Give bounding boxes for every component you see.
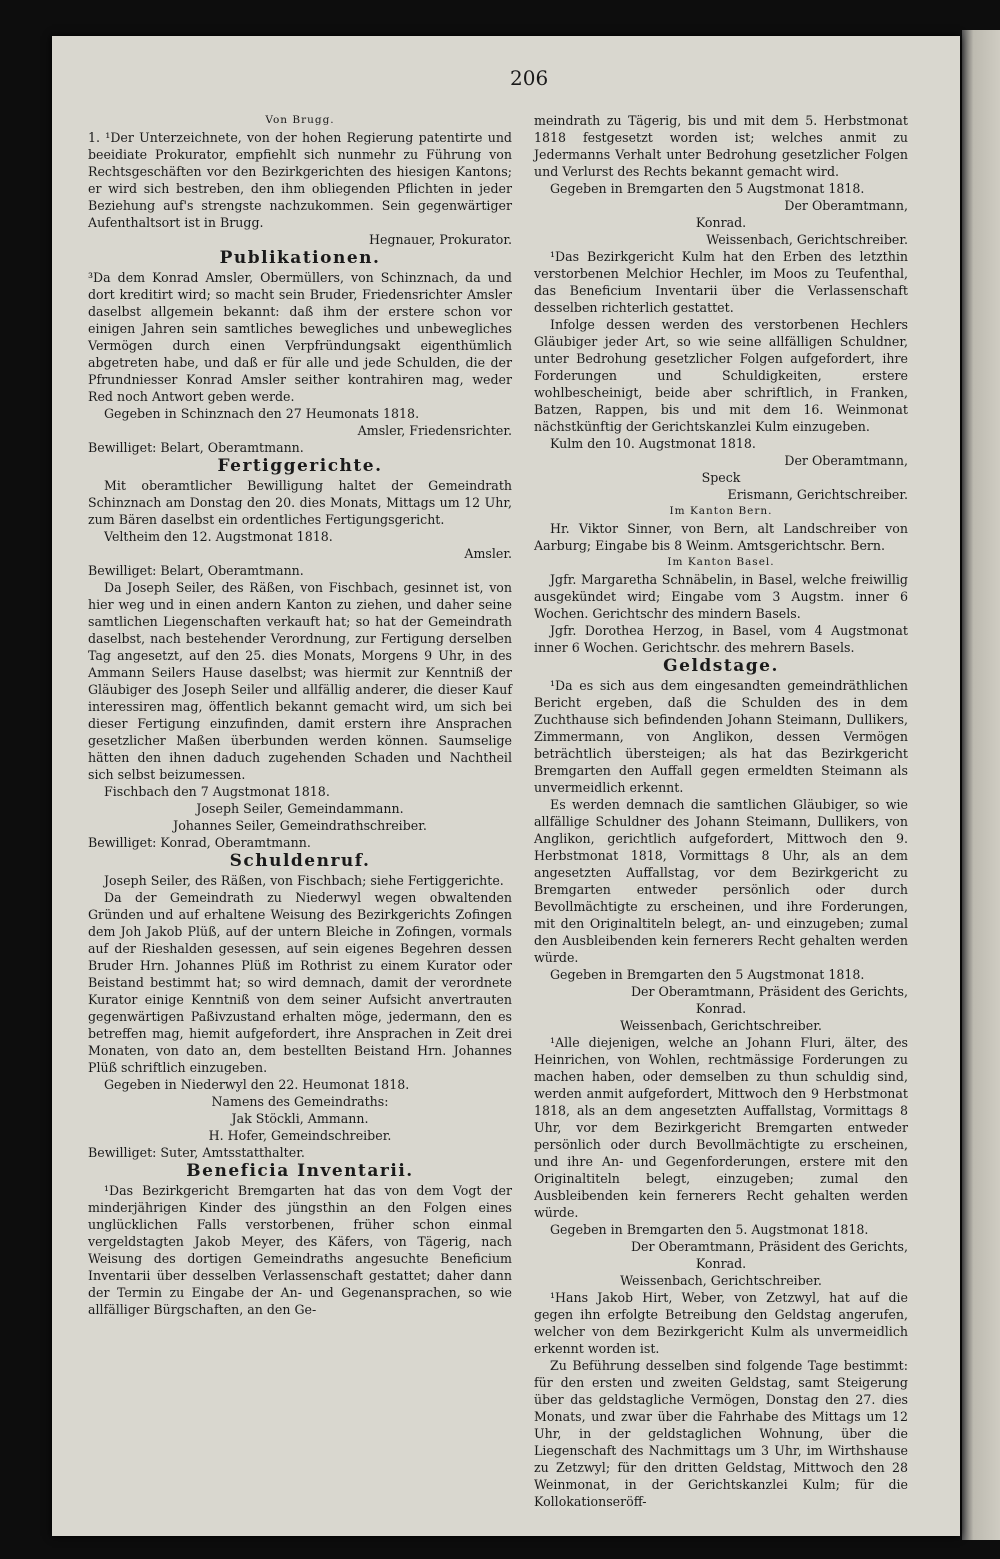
page-number: 206 — [510, 66, 549, 90]
text-block: Gegeben in Schinznach den 27 Heumonats 1818. — [104, 406, 420, 421]
text-block: Da der Gemeindrath zu Niederwyl wegen obwaltenden Gründen und auf erhaltene Weisung des Bezirkgerichts Zofingen dem Joh Jakob Plüß, auf der untern Bleiche in Zofingen, vormals auf der Rieshalden gesessen, auf sein eigenes Begehren dessen Bruder Hrn. Johannes Plüß im Rothrist zu einem Kurator oder Beistand bestimmt hat; so wird demnach, damit der verordnete Kurator einige Kenntniß von dem seiner Aufsicht anvertrauten gegenwärtigen Paßivzustand erhalten möge, jedermann, den es betreffen mag, hiemit aufgefordert, ihre Ansprachen in Zeit drei Monaten, von dato an, dem bestellten Beistand Hrn. Johannes Plüß schriftlich einzugeben. — [88, 890, 512, 1075]
text-block: Jgfr. Margaretha Schnäbelin, in Basel, welche freiwillig ausgekündet wird; Eingabe vom 3 Augstm. inner 6 Wochen. Gerichtschr des mindern Basels. — [534, 572, 908, 621]
text-block: Der Oberamtmann, Präsident des Gerichts, — [630, 1239, 908, 1254]
right-column — [534, 112, 908, 1510]
text-block: Zu Beführung desselben sind folgende Tage bestimmt: für den ersten und zweiten Geldstag, samt Steigerung über das geldstagliche Vermögen, Donstag den 27. dies Monats, und zwar über die Fahrhabe des Mittags um 12 Uhr, in der geldstaglichen Wohnung, über die Liegenschaft des Nachmittags um 3 Uhr, im Wirthshause zu Zetzwyl; für den dritten Geldstag, Mittwoch den 28 Weinmonat, in der Gerichtskanzlei Kulm; für die Kollokationseröff- — [534, 1358, 908, 1509]
text-block: Der Oberamtmann, Präsident des Gerichts, — [630, 984, 908, 999]
text-block: Im Kanton Bern. — [669, 505, 773, 517]
text-block: Weissenbach, Gerichtschreiber. — [620, 1018, 822, 1033]
text-block: ¹Da es sich aus dem eingesandten gemeindräthlichen Bericht ergeben, daß die Schulden des in dem Zuchthause sich befindenden Johann Steimann, Dullikers, Zimmermann, von Anglikon, dessen Vermögen beträchtlich übersteigen; als hat das Bezirkgericht Bremgarten den Auffall gegen ermeldten Steimann als unvermeidlich erkennt. — [534, 678, 908, 795]
text-block: Bewilliget: Belart, Oberamtmann. — [88, 440, 304, 455]
text-block: ¹Das Bezirkgericht Kulm hat den Erben des letzthin verstorbenen Melchior Hechler, im Moos zu Teufenthal, das Beneficium Inventarii über die Verlassenschaft desselben richterlich gestattet. — [534, 249, 908, 315]
text-block: Kulm den 10. Augstmonat 1818. — [550, 436, 756, 451]
text-block: Es werden demnach die samtlichen Gläubiger, so wie allfällige Schuldner des Johann Steimann, Dullikers, von Anglikon, gerichtlich aufgefordert, Mittwoch den 9. Herbstmonat 1818, Vormittags 8 Uhr, als an dem angesetzten Auffallstag, vor dem Bezirkgericht zu Bremgarten entweder persönlich oder durch Bevollmächtigte zu erscheinen, und ihre Forderungen, mit den Originaltiteln belegt, an- und einzugeben; zumal den Ausbleibenden kein fernerers Recht gehalten werden würde. — [534, 797, 908, 965]
text-block: Gegeben in Bremgarten den 5 Augstmonat 1818. — [550, 181, 865, 196]
text-block: Johannes Seiler, Gemeindrathschreiber. — [173, 818, 427, 833]
text-block: Gegeben in Niederwyl den 22. Heumonat 1818. — [104, 1077, 410, 1092]
text-block: Hr. Viktor Sinner, von Bern, alt Landschreiber von Aarburg; Eingabe bis 8 Weinm. Amtsgerichtschr. Bern. — [534, 521, 908, 553]
text-block: Hegnauer, Prokurator. — [369, 232, 512, 247]
section-heading: Schuldenruf. — [229, 851, 371, 871]
text-block: Amsler. — [464, 546, 512, 561]
text-block: H. Hofer, Gemeindschreiber. — [208, 1128, 392, 1143]
section-heading: Geldstage. — [663, 656, 779, 676]
text-block: Der Oberamtmann, — [784, 453, 908, 468]
text-block: Joseph Seiler, des Räßen, von Fischbach; siehe Fertiggerichte. — [104, 873, 504, 888]
text-block: Der Oberamtmann, — [784, 198, 908, 213]
text-block: Im Kanton Basel. — [667, 556, 775, 568]
text-block: Bewilliget: Suter, Amtsstatthalter. — [88, 1145, 305, 1160]
text-block: Konrad. — [695, 1001, 747, 1016]
text-block: Bewilliget: Konrad, Oberamtmann. — [88, 835, 311, 850]
text-block: Veltheim den 12. Augstmonat 1818. — [104, 529, 333, 544]
text-block: Amsler, Friedensrichter. — [357, 423, 512, 438]
text-block: Konrad. — [695, 215, 747, 230]
section-heading: Publikationen. — [219, 248, 381, 268]
text-block: Fischbach den 7 Augstmonat 1818. — [104, 784, 330, 799]
text-block: Weissenbach, Gerichtschreiber. — [706, 232, 908, 247]
book-spine — [962, 30, 1000, 1540]
section-heading: Fertiggerichte. — [217, 456, 383, 476]
text-block: Konrad. — [695, 1256, 747, 1271]
section-heading: Beneficia Inventarii. — [186, 1161, 414, 1181]
text-block: ¹Alle diejenigen, welche an Johann Fluri, älter, des Heinrichen, von Wohlen, rechtmässige Forderungen zu machen haben, oder demselben zu thun schuldig sind, werden anmit aufgefordert, Mittwoch den 9 Herbstmonat 1818, als an dem angesetzten Auffallstag, Vormittags 8 Uhr, vor dem Bezirkgericht Bremgarten entweder persönlich oder durch Bevollmächtigte zu erscheinen, und ihre An- und Gegenforderungen, erstere mit den Originaltiteln belegt, einzugeben; zumal den Ausbleibenden kein fernerers Recht gehalten werden würde. — [534, 1035, 908, 1220]
left-column — [88, 112, 512, 1318]
text-block: Infolge dessen werden des verstorbenen Hechlers Gläubiger jeder Art, so wie seine allfälligen Schuldner, unter Bedrohung gesetzlicher Folgen aufgefordert, ihre Forderungen und Schuldigkeiten, erstere wohlbescheinigt, beide aber schriftlich, in Franken, Batzen, Rappen, bis und mit dem 16. Weinmonat nächstkünftig der Gerichtskanzlei Kulm einzugeben. — [534, 317, 908, 434]
text-block: Bewilliget: Belart, Oberamtmann. — [88, 563, 304, 578]
text-block: Joseph Seiler, Gemeindammann. — [196, 801, 404, 816]
text-block: meindrath zu Tägerig, bis und mit dem 5. Herbstmonat 1818 festgesetzt worden ist; welches anmit zu Jedermanns Verhalt unter Bedrohung gesetzlicher Folgen und Verlurst des Rechts bekannt gemacht wird. — [534, 113, 908, 179]
text-block: Da Joseph Seiler, des Räßen, von Fischbach, gesinnet ist, von hier weg und in einen andern Kanton zu ziehen, und daher seine samtlichen Liegenschaften verkauft hat; so hat der Gemeindrath daselbst, nach bestehender Verordnung, zur Fertigung derselben Tag angesetzt, auf den 25. dies Monats, Morgens 9 Uhr, in des Ammann Seilers Hause daselbst; was hiermit zur Kenntniß der Gläubiger des Joseph Seiler und allfällig anderer, die dieser Kauf interessiren mag, öffentlich bekannt gemacht wird, um sich bei dieser Fertigung einzufinden, damit erstern ihre Ansprachen gesetzlicher Maßen überbunden werden können. Saumselige hätten den ihnen daduch zugehenden Schaden und Nachtheil sich selbst beizumessen. — [88, 580, 512, 782]
text-block: Mit oberamtlicher Bewilligung haltet der Gemeindrath Schinznach am Donstag den 20. dies Monats, Mittags um 12 Uhr, zum Bären daselbst ein ordentliches Fertigungsgericht. — [88, 478, 512, 527]
text-block: Namens des Gemeindraths: — [211, 1094, 389, 1109]
text-block: ¹Hans Jakob Hirt, Weber, von Zetzwyl, hat auf die gegen ihn erfolgte Betreibung den Geldstag angerufen, welcher von dem Bezirkgericht Kulm als unvermeidlich erkennt worden ist. — [534, 1290, 908, 1356]
text-block: Speck — [701, 470, 741, 485]
text-block: Weissenbach, Gerichtschreiber. — [620, 1273, 822, 1288]
text-block: Jgfr. Dorothea Herzog, in Basel, vom 4 Augstmonat inner 6 Wochen. Gerichtschr. des mehrern Basels. — [534, 623, 908, 655]
text-block: Erismann, Gerichtschreiber. — [727, 487, 908, 502]
text-block: Von Brugg. — [265, 114, 335, 126]
text-block: Gegeben in Bremgarten den 5 Augstmonat 1818. — [550, 967, 865, 982]
text-block: ³Da dem Konrad Amsler, Obermüllers, von Schinznach, da und dort kreditirt wird; so macht sein Bruder, Friedensrichter Amsler daselbst allgemein bekannt: daß ihm der erstere schon vor einigen Jahren sein samtliches bewegliches und unbewegliches Vermögen durch einen Verpfründungsakt eigenthümlich abgetreten habe, und daß er für alle und jede Schulden, die der Pfrundniesser Konrad Amsler seither kontrahiren mag, weder Red noch Antwort geben werde. — [88, 270, 512, 404]
text-block: Jak Stöckli, Ammann. — [231, 1111, 369, 1126]
text-block: ¹Das Bezirkgericht Bremgarten hat das von dem Vogt der minderjährigen Kinder des jüngsthin an den Folgen eines unglücklichen Falls verstorbenen, früher schon einmal vergeldstagten Jakob Meyer, des Käfers, von Tägerig, nach Weisung des dortigen Gemeindraths angesuchte Beneficium Inventarii über desselben Verlassenschaft gestattet; daher dann der Termin zu Eingabe der An- und Gegenansprachen, so wie allfälliger Bürgschaften, an den Ge- — [88, 1183, 512, 1317]
text-block: 1. ¹Der Unterzeichnete, von der hohen Regierung patentirte und beeidiate Prokurator, empfiehlt sich nunmehr zu Führung von Rechtsgeschäften vor den Bezirkgerichten des hiesigen Kantons; er wird sich bestreben, den ihm obliegenden Pflichten in jeder Beziehung auf's strengste nachzukommen. Sein gegenwärtiger Aufenthaltsort ist in Brugg. — [88, 130, 512, 230]
text-block: Gegeben in Bremgarten den 5. Augstmonat 1818. — [550, 1222, 869, 1237]
